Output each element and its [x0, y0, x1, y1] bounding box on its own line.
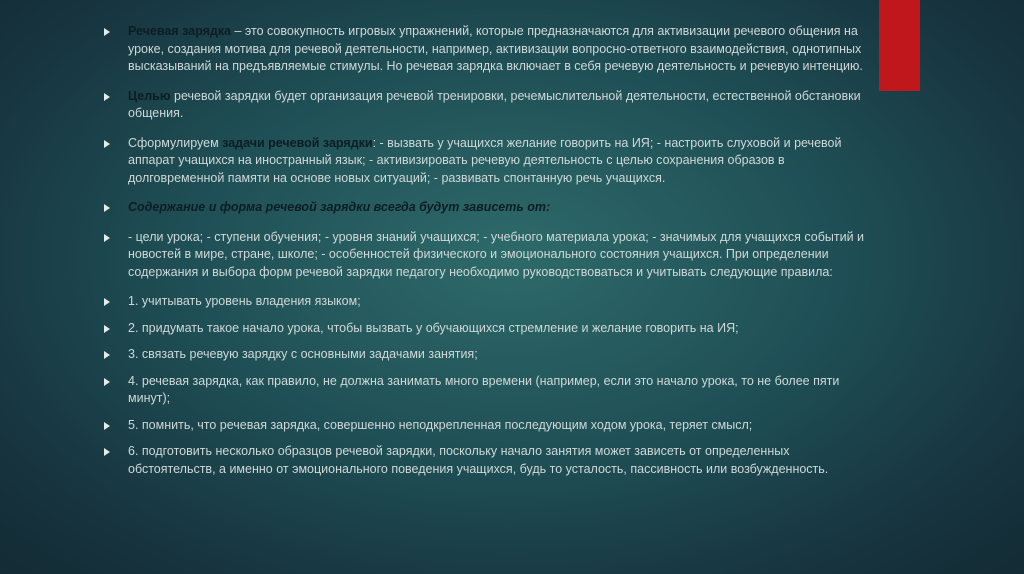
list-item-goal — [104, 88, 874, 123]
item-text: 2. придумать такое начало урока, чтобы вызвать у обучающихся стремление и желание говорить на ИЯ; — [128, 320, 739, 335]
triangle-bullet-icon — [104, 28, 110, 36]
triangle-bullet-icon — [104, 378, 110, 386]
term-heading: Речевая зарядка — [128, 24, 232, 38]
triangle-bullet-icon — [104, 422, 110, 430]
list-item-rule-1 — [104, 293, 874, 311]
red-accent-bar — [879, 0, 920, 91]
list-item-rule-3 — [104, 346, 874, 364]
list-item-factors — [104, 229, 874, 282]
triangle-bullet-icon — [104, 140, 110, 148]
list-item-rule-4 — [104, 373, 874, 408]
item-text: : - вызвать у учащихся желание говорить на ИЯ; - настроить слуховой и речевой аппарат учащихся на иностранный язык; - активизировать речевую деятельность с целью сохранения образов в долговременной памяти на основе новых ситуаций; - развивать спонтанную речь учащихся. — [128, 135, 842, 185]
list-item-rule-2 — [104, 320, 874, 338]
triangle-bullet-icon — [104, 325, 110, 333]
triangle-bullet-icon — [104, 234, 110, 242]
list-item-dependency-heading — [104, 199, 874, 217]
list-item-rule-5 — [104, 417, 874, 435]
item-text: – это совокупность игровых упражнений, которые предназначаются для активизации речевого общения на уроке, создания мотива для речевой деятельности, например, активизации вопросно-ответного взаимодействия, однотипных высказываний на предъявляемые стимулы. Но речевая зарядка включает в себя речевую деятельность и речевую интенцию. — [128, 24, 863, 73]
triangle-bullet-icon — [104, 298, 110, 306]
list-item-rule-6 — [104, 443, 874, 478]
term-heading: задачи речевой зарядки — [222, 135, 373, 150]
item-text: - цели урока; - ступени обучения; - уровня знаний учащихся; - учебного материала урока; - значимых для учащихся событий и новостей в мире, стране, школе; - особенностей физического и эмоционального состояния учащихся. При определении содержания и выбора форм речевой зарядки педагогу необходимо руководствоваться и учитывать следующие правила: — [128, 229, 865, 279]
term-heading: Целью — [128, 88, 171, 103]
italic-heading: Содержание и форма речевой зарядки всегда будут зависеть от: — [128, 200, 551, 214]
triangle-bullet-icon — [104, 351, 110, 359]
triangle-bullet-icon — [104, 448, 110, 456]
item-text: 1. учитывать уровень владения языком; — [128, 294, 361, 308]
item-prefix: Сформулируем — [128, 135, 223, 150]
item-text: 4. речевая зарядка, как правило, не должна занимать много времени (например, если это начало урока, то не более пяти минут); — [128, 373, 840, 405]
item-text: 3. связать речевую зарядку с основными задачами занятия; — [128, 347, 478, 361]
list-item-definition — [104, 23, 874, 76]
item-text: 5. помнить, что речевая зарядка, совершенно неподкрепленная последующим ходом урока, теряет смысл; — [128, 417, 753, 432]
item-text: 6. подготовить несколько образцов речевой зарядки, поскольку начало занятия может зависеть от определенных обстоятельств, а именно от эмоционального поведения учащихся, будь то усталость, пассивность или возбужденность. — [128, 444, 829, 476]
slide-body — [104, 23, 874, 487]
list-item-tasks — [104, 135, 874, 188]
triangle-bullet-icon — [104, 204, 110, 212]
item-text: речевой зарядки будет организация речевой тренировки, речемыслительной деятельности, естественной обстановки общения. — [128, 88, 861, 120]
triangle-bullet-icon — [104, 93, 110, 101]
